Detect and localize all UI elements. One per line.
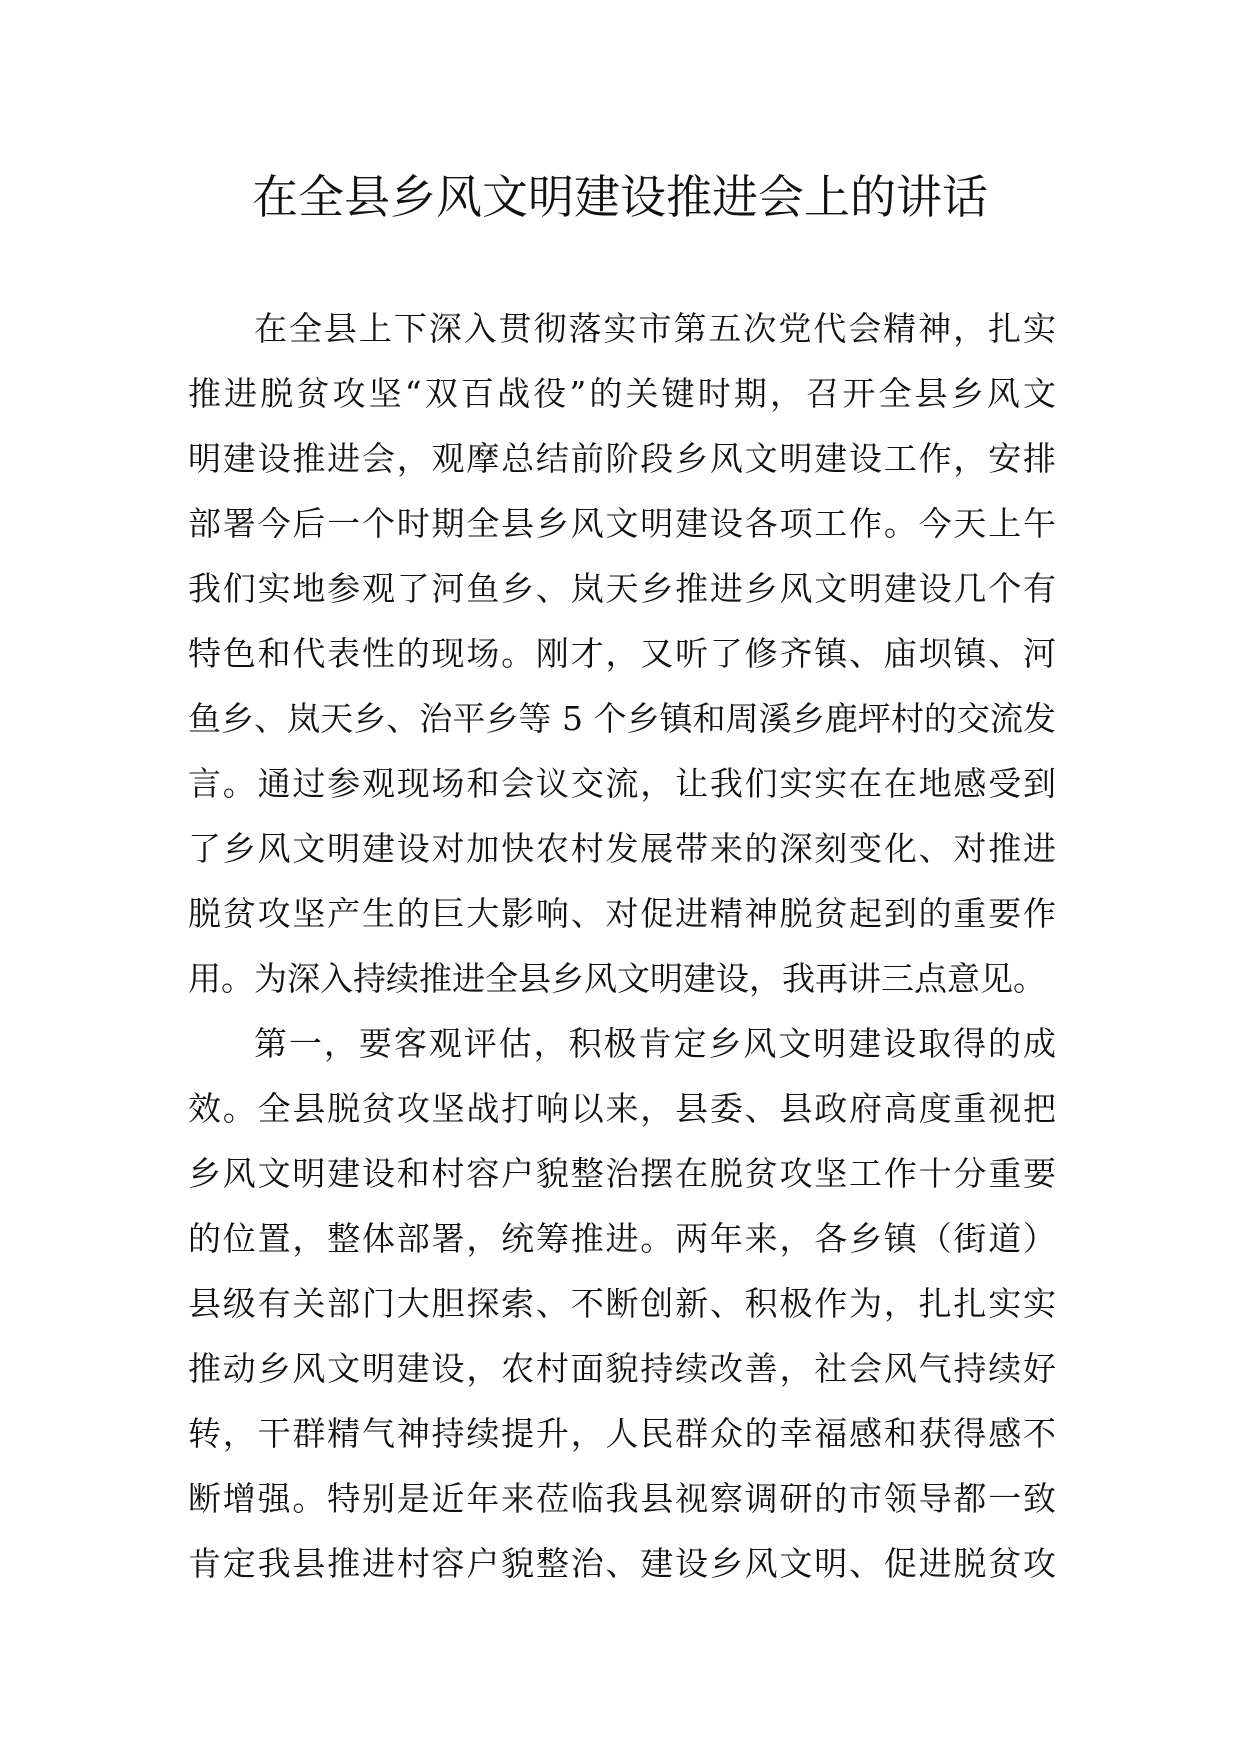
document-body — [188, 296, 1056, 1596]
paragraph-1-line-7: 鱼乡、岚天乡、治平乡等 5 个乡镇和周溪乡鹿坪村的交流发 — [188, 699, 1056, 738]
paragraph-1-line-11: 用。为深入持续推进全县乡风文明建设，我再讲三点意见。 — [188, 959, 1046, 998]
paragraph-1-line-4: 部署今后一个时期全县乡风文明建设各项工作。今天上午 — [188, 504, 1056, 543]
paragraph-1-line-9: 了乡风文明建设对加快农村发展带来的深刻变化、对推进 — [188, 829, 1056, 868]
paragraph-2-line-3: 乡风文明建设和村容户貌整治摆在脱贫攻坚工作十分重要 — [188, 1154, 1056, 1193]
paragraph-2-line-8: 断增强。特别是近年来莅临我县视察调研的市领导都一致 — [188, 1479, 1056, 1518]
paragraph-1-line-5: 我们实地参观了河鱼乡、岚天乡推进乡风文明建设几个有 — [188, 569, 1056, 608]
paragraph-1-line-3: 明建设推进会，观摩总结前阶段乡风文明建设工作，安排 — [188, 439, 1056, 478]
paragraph-2-line-9: 肯定我县推进村容户貌整治、建设乡风文明、促进脱贫攻 — [188, 1544, 1056, 1583]
paragraph-2-line-4: 的位置，整体部署，统筹推进。两年来，各乡镇（街道） — [188, 1219, 1056, 1258]
paragraph-1-line-8: 言。通过参观现场和会议交流，让我们实实在在地感受到 — [188, 764, 1056, 803]
paragraph-2-line-5: 县级有关部门大胆探索、不断创新、积极作为，扎扎实实 — [188, 1284, 1056, 1323]
paragraph-2-line-2: 效。全县脱贫攻坚战打响以来，县委、县政府高度重视把 — [188, 1089, 1056, 1128]
paragraph-2-line-6: 推动乡风文明建设，农村面貌持续改善，社会风气持续好 — [188, 1349, 1056, 1388]
paragraph-1-line-2: 推进脱贫攻坚“双百战役”的关键时期，召开全县乡风文 — [188, 374, 1056, 413]
page-title: 在全县乡风文明建设推进会上的讲话 — [252, 170, 988, 224]
paragraph-2-line-7: 转，干群精气神持续提升，人民群众的幸福感和获得感不 — [188, 1414, 1056, 1453]
paragraph-1-line-10: 脱贫攻坚产生的巨大影响、对促进精神脱贫起到的重要作 — [188, 894, 1056, 933]
paragraph-1-line-6: 特色和代表性的现场。刚才，又听了修齐镇、庙坝镇、河 — [188, 634, 1056, 673]
paragraph-2-line-1: 第一，要客观评估，积极肯定乡风文明建设取得的成 — [254, 1024, 1056, 1063]
paragraph-1-line-1: 在全县上下深入贯彻落实市第五次党代会精神，扎实 — [254, 309, 1056, 348]
